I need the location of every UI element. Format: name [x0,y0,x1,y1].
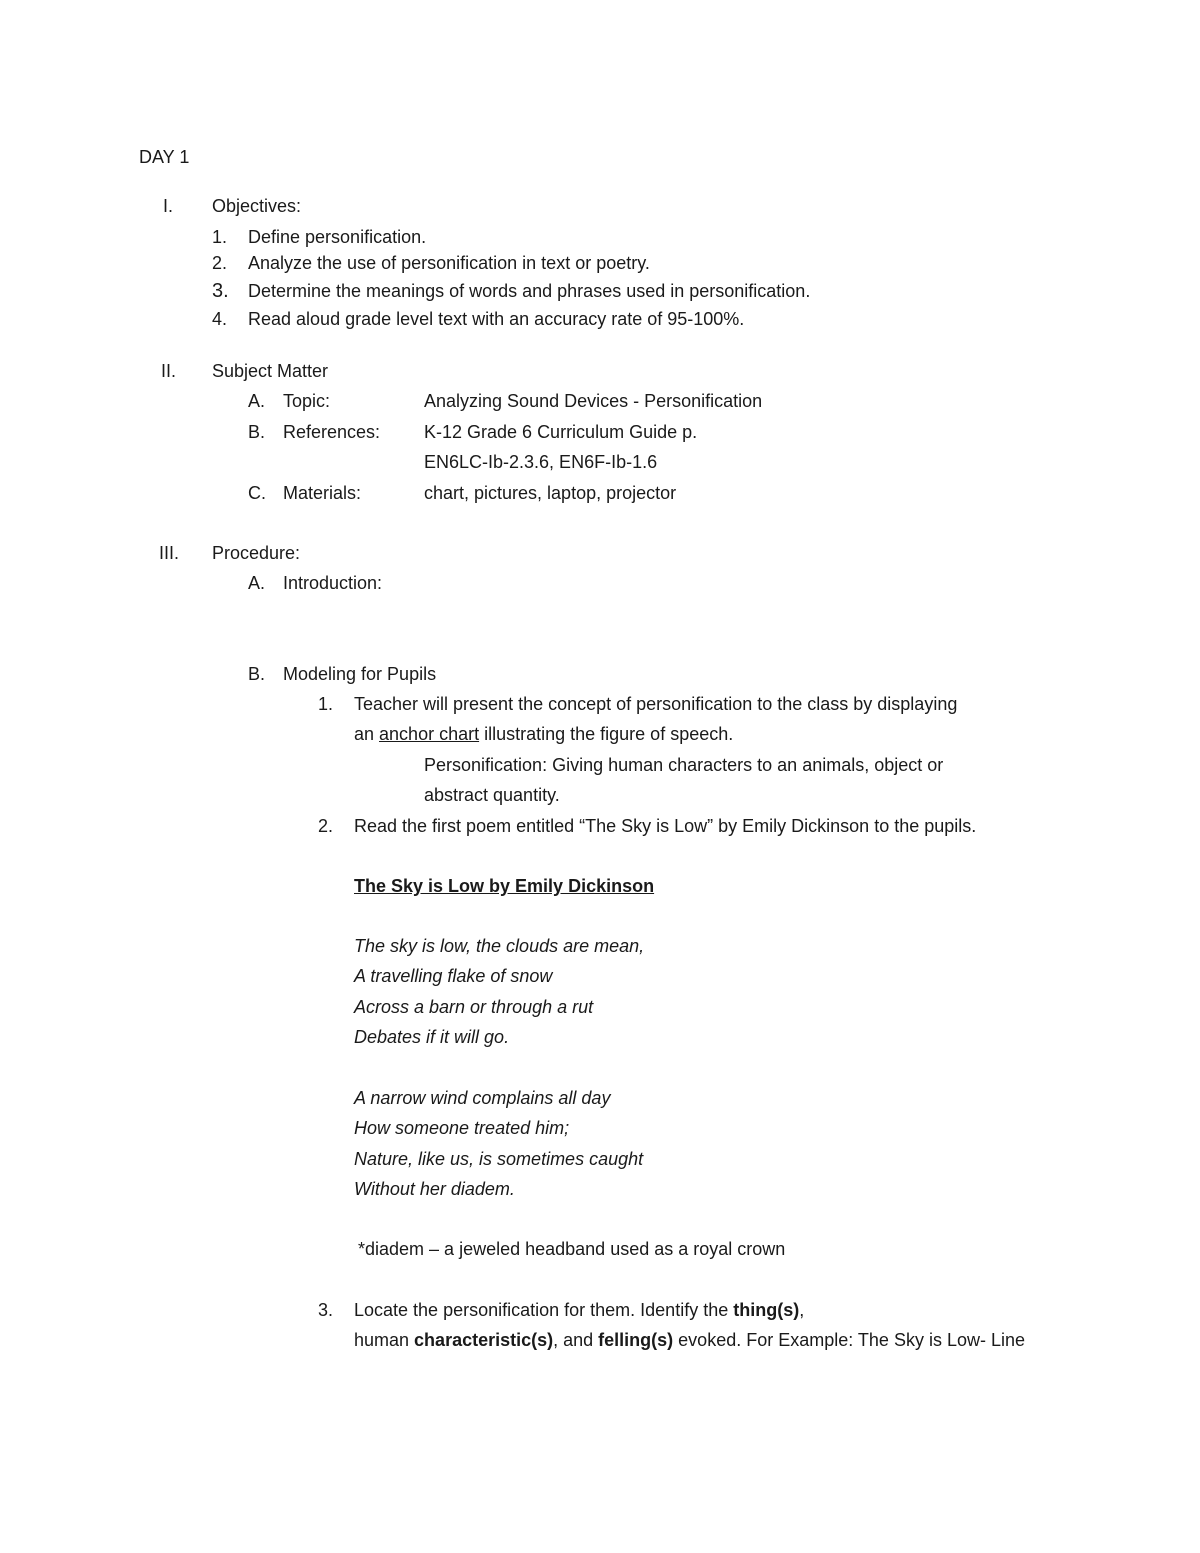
objective-number: 4. [212,309,228,329]
step3-term-fellings: felling(s) [598,1330,674,1350]
subject-row-letter: B. [248,422,266,442]
subject-row-letter: C. [248,483,266,503]
introduction-label: Introduction: [283,573,383,593]
step3-line2 [354,1329,1025,1351]
poem-footnote: *diadem – a jeweled headband used as a royal crown [358,1239,786,1259]
step3-term-characteristics: characteristic(s) [414,1330,554,1350]
objectives-heading: Objectives: [212,196,302,216]
subject-row-letter: A. [248,391,266,411]
definition-line2: abstract quantity. [424,785,560,805]
objective-item: Analyze the use of personification in text or poetry. [248,253,650,273]
poem-line: A narrow wind complains all day [354,1088,611,1108]
step1-line2-post: illustrating the figure of speech. [479,724,734,744]
procedure-numeral: III. [159,543,180,563]
step1-line2-pre: an [354,724,380,744]
subject-matter-numeral: II. [161,361,177,381]
poem-line: How someone treated him; [354,1118,570,1138]
modeling-label: Modeling for Pupils [283,664,437,684]
objective-item: Read aloud grade level text with an accuracy rate of 95-100%. [248,309,745,329]
poem-line: Nature, like us, is sometimes caught [354,1149,644,1169]
subject-row-value: Analyzing Sound Devices - Personification [424,391,763,411]
objective-number: 1. [212,227,228,247]
anchor-chart-term: anchor chart [379,724,480,744]
subject-row-label: Materials: [283,483,362,503]
subject-row-label: Topic: [283,391,331,411]
subject-row-value: K-12 Grade 6 Curriculum Guide p. [424,422,698,442]
poem-line: Across a barn or through a rut [354,997,594,1017]
day-heading: DAY 1 [139,147,190,167]
step3-line2-a: human [354,1330,415,1350]
modeling-letter: B. [248,664,266,684]
objective-number: 2. [212,253,228,273]
objective-item: Determine the meanings of words and phrases used in personification. [248,281,811,301]
poem-title: The Sky is Low by Emily Dickinson [354,876,655,896]
step2-text: Read the first poem entitled “The Sky is Low” by Emily Dickinson to the pupils. [354,816,977,836]
objective-number: 3. [212,280,229,302]
step3-line2-e: evoked. For Example: The Sky is Low- Line [673,1330,1025,1350]
subject-row-value: chart, pictures, laptop, projector [424,483,677,503]
step-number: 3. [318,1300,334,1320]
poem-line: The sky is low, the clouds are mean, [354,936,645,956]
procedure-heading: Procedure: [212,543,301,563]
definition-line1: Personification: Giving human characters to an animals, object or [424,755,944,775]
step3-line1 [354,1299,804,1321]
step3-term-things: thing(s) [733,1300,800,1320]
poem-line: Without her diadem. [354,1179,515,1199]
step-number: 1. [318,694,334,714]
poem-line: A travelling flake of snow [354,966,553,986]
step3-line1-pre: Locate the personification for them. Identify the [354,1300,734,1320]
step1-line1: Teacher will present the concept of personification to the class by displaying [354,694,958,714]
subject-row-value-continued: EN6LC-Ib-2.3.6, EN6F-Ib-1.6 [424,452,658,472]
subject-row-label: References: [283,422,381,442]
objective-item: Define personification. [248,227,427,247]
step3-line2-c: , and [553,1330,599,1350]
step1-line2 [354,723,733,745]
introduction-letter: A. [248,573,266,593]
step3-line1-post: , [799,1300,805,1320]
step-number: 2. [318,816,334,836]
poem-line: Debates if it will go. [354,1027,510,1047]
objectives-numeral: I. [163,196,174,216]
subject-matter-heading: Subject Matter [212,361,329,381]
